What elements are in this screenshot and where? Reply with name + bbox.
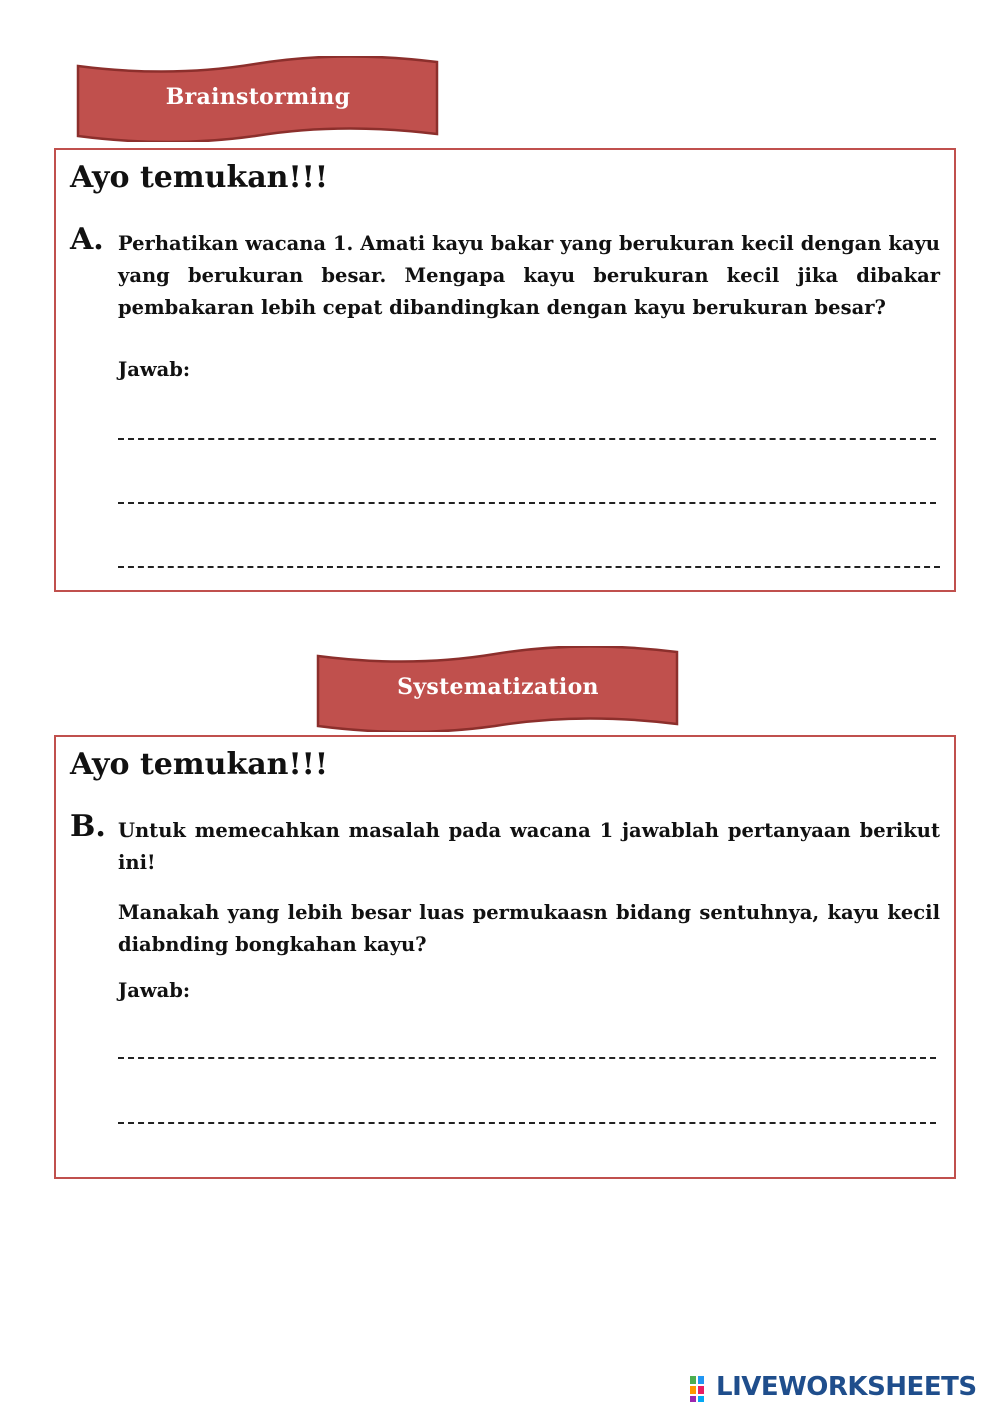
logo-text: LIVEWORKSHEETS bbox=[716, 1372, 977, 1402]
section-b-box bbox=[54, 735, 956, 1179]
question-text: Manakah yang lebih besar luas permukaasn bidang sentuhnya, kayu kecil diabnding bongkahan kayu? bbox=[118, 901, 940, 956]
liveworksheets-logo-icon bbox=[688, 1374, 714, 1404]
answer-label: Jawab: bbox=[118, 979, 191, 1002]
banner-brainstorming bbox=[75, 56, 441, 142]
liveworksheets-logo bbox=[688, 1372, 988, 1406]
answer-line[interactable] bbox=[118, 502, 936, 504]
answer-line[interactable] bbox=[118, 438, 936, 440]
answer-label: Jawab: bbox=[118, 358, 191, 381]
banner-systematization bbox=[315, 646, 681, 732]
section-heading: Ayo temukan!!! bbox=[70, 160, 328, 195]
answer-line[interactable] bbox=[118, 1057, 936, 1059]
question-letter: A. bbox=[70, 222, 104, 257]
question-text: Perhatikan wacana 1. Amati kayu bakar yang berukuran kecil dengan kayu yang berukuran besar. Mengapa kayu berukuran kecil jika dibakar pembakaran lebih cepat dibandingkan dengan kayu berukuran besar? bbox=[118, 232, 940, 319]
question-letter: B. bbox=[70, 809, 106, 844]
section-a-box bbox=[54, 148, 956, 592]
answer-line[interactable] bbox=[118, 1122, 936, 1124]
question-text: Untuk memecahkan masalah pada wacana 1 jawablah pertanyaan berikut ini! bbox=[118, 819, 940, 874]
answer-line[interactable] bbox=[118, 566, 940, 568]
banner-label: Systematization bbox=[397, 674, 599, 700]
banner-label: Brainstorming bbox=[165, 84, 351, 110]
section-heading: Ayo temukan!!! bbox=[70, 747, 328, 782]
